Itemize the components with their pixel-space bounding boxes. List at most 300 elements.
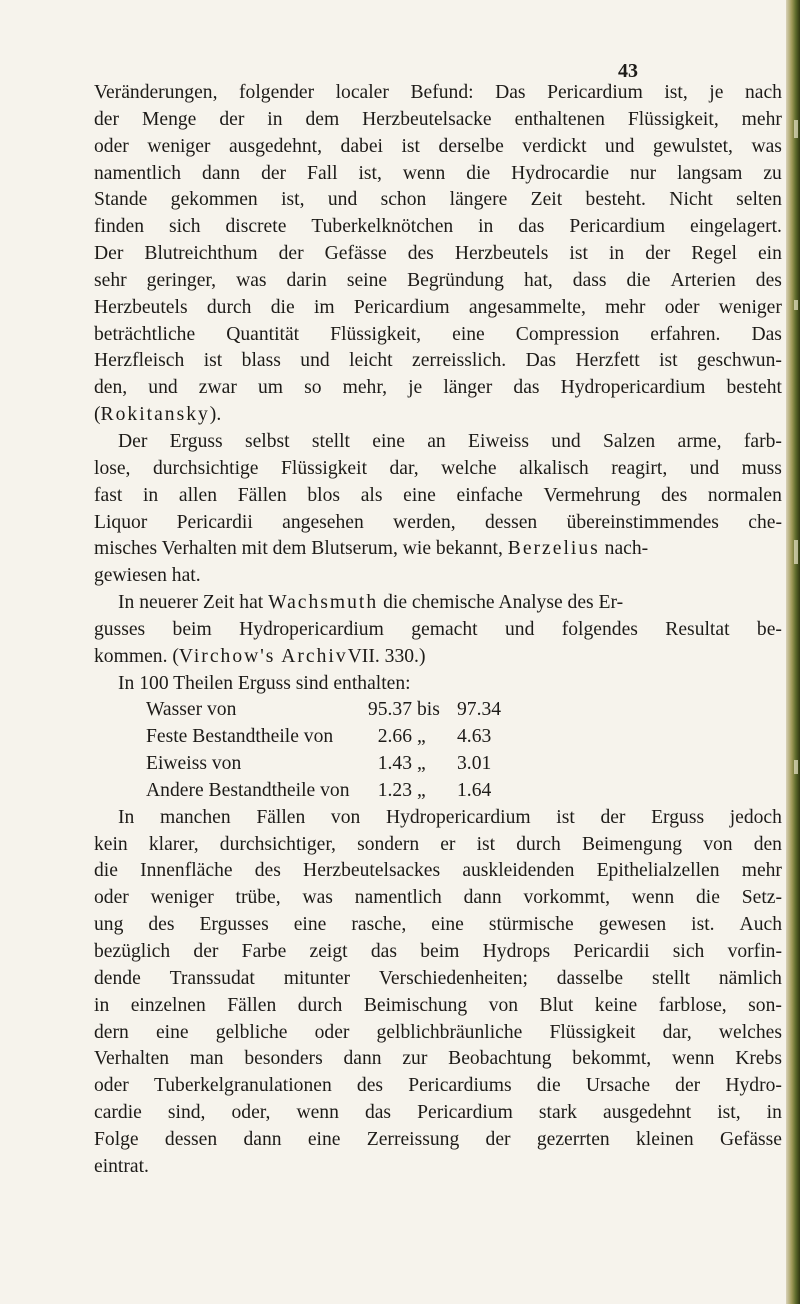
word: dessen — [164, 1128, 218, 1150]
word: dem — [305, 108, 340, 130]
word: Auch — [739, 914, 782, 936]
word: Ursache — [585, 1075, 651, 1097]
word: Verschiedenheiten; — [378, 967, 528, 989]
word: be- — [756, 618, 782, 640]
word: ist, — [281, 189, 305, 211]
text-line — [94, 80, 782, 107]
text-segment: VII. 330.) — [347, 645, 426, 667]
word: sehr — [94, 269, 127, 291]
word: den — [753, 833, 782, 855]
word: Flüssigkeit — [549, 1021, 636, 1043]
word: besteht — [726, 377, 782, 399]
word: Hydropericardium — [560, 377, 706, 399]
word: an — [427, 430, 446, 452]
word: Zerreissung — [366, 1128, 460, 1150]
word: oder — [664, 296, 700, 318]
word: durch — [516, 833, 561, 855]
word: fast — [94, 484, 123, 506]
word: arme, — [677, 430, 722, 452]
text-line: gewiesen hat. — [94, 565, 201, 587]
word: che- — [748, 511, 782, 533]
word: Erguss — [651, 806, 705, 828]
author-name-rokitansky: Rokitansky — [100, 404, 210, 426]
text-segment: misches Verhalten mit dem Blutserum, wie bekannt, — [94, 538, 503, 560]
word: gezerrten — [536, 1128, 610, 1150]
word: als — [360, 484, 383, 506]
word: Blut — [539, 994, 574, 1016]
text-line — [94, 241, 782, 268]
word: folgendes — [561, 618, 638, 640]
open-paren: ( — [94, 404, 101, 426]
word: Fällen — [256, 806, 306, 828]
word: von — [488, 994, 519, 1016]
word: zeigt — [309, 941, 348, 962]
word: mehr — [741, 860, 782, 882]
text-line — [94, 1073, 782, 1100]
word: Der — [118, 430, 148, 452]
word: die — [270, 296, 295, 318]
word: in — [766, 1102, 782, 1124]
word: wenn — [671, 1048, 715, 1070]
word: was — [236, 269, 267, 291]
word: Fall — [307, 162, 338, 184]
word: mehr — [741, 108, 782, 130]
word: durchsichtige — [152, 457, 259, 479]
text-line: eintrat. — [94, 1155, 149, 1177]
value-min: 95.37 — [367, 699, 412, 721]
word: dende — [94, 967, 141, 989]
word: Fällen — [227, 994, 277, 1016]
word: des — [356, 1075, 384, 1097]
word: einzelnen — [130, 994, 206, 1016]
word: Nicht — [669, 189, 713, 211]
word: welche — [441, 457, 497, 479]
range-word: bis — [417, 699, 440, 721]
word: durch — [206, 296, 252, 318]
word: wenn — [402, 162, 446, 184]
word: und — [605, 135, 635, 157]
edge-fleck — [794, 760, 798, 774]
text-line — [94, 402, 782, 429]
word: Vermehrung — [543, 484, 641, 506]
close-paren: ). — [209, 404, 222, 426]
body-text — [94, 80, 782, 1181]
word: oder — [94, 887, 129, 909]
word: Herzfleisch — [94, 350, 185, 372]
page-edge-binding — [786, 0, 800, 1304]
word: des — [407, 243, 434, 265]
word: bekommt, — [572, 1048, 652, 1070]
word: der — [193, 941, 219, 962]
word: weniger — [718, 296, 782, 318]
row-label: Andere Bestandtheile von — [146, 779, 350, 801]
text-line — [94, 134, 782, 161]
word: in — [267, 108, 283, 130]
word: In — [118, 806, 135, 828]
row-label: Eiweiss von — [146, 753, 242, 775]
word: Herzbeutels — [94, 296, 188, 318]
word: Hydropericardium — [239, 618, 384, 640]
word: muss — [741, 457, 782, 479]
word: das — [513, 377, 540, 399]
word: in — [608, 243, 625, 265]
word: durch — [297, 994, 343, 1016]
word: stellt — [311, 430, 350, 452]
word: dann — [343, 1048, 382, 1070]
word: die — [94, 860, 118, 882]
word: angesehen — [282, 511, 364, 533]
text-line — [94, 858, 782, 885]
word: länger — [443, 377, 493, 399]
word: leicht — [349, 350, 393, 372]
word: des — [148, 914, 175, 936]
word: vorfin- — [727, 941, 782, 962]
word: sondern — [357, 833, 420, 855]
word: nur — [630, 162, 657, 184]
value-min: 1.43 — [377, 753, 412, 775]
word: dann — [463, 887, 502, 909]
word: die — [626, 269, 651, 291]
word: dann — [243, 1128, 282, 1150]
text-line — [94, 295, 782, 322]
word: oder — [314, 1021, 350, 1043]
word: Krebs — [735, 1048, 782, 1070]
word: ist, — [358, 162, 382, 184]
word: Arterien — [670, 269, 736, 291]
word: gelblichbräunliche — [376, 1021, 523, 1043]
word: lose, — [94, 457, 131, 479]
text-line — [94, 617, 782, 644]
word: oder, — [231, 1102, 271, 1124]
word: Tuberkelknötchen — [311, 216, 454, 238]
word: schon — [380, 189, 427, 211]
word: er — [440, 833, 456, 855]
table-intro: In 100 Theilen Erguss sind enthalten: — [118, 672, 411, 694]
word: und — [689, 457, 720, 479]
row-label: Feste Bestandtheile von — [146, 726, 334, 748]
word: von — [703, 833, 733, 855]
word: Hydrocardie — [511, 162, 610, 184]
range-word: „ — [417, 779, 426, 801]
word: sind, — [167, 1102, 206, 1124]
word: dass — [572, 269, 607, 291]
paragraph-2 — [94, 429, 782, 590]
word: ist. — [691, 914, 715, 936]
word: längere — [449, 189, 508, 211]
word: der — [645, 243, 671, 265]
text-line — [94, 993, 782, 1020]
word: blass — [241, 350, 281, 372]
text-segment: In neuerer Zeit hat — [118, 592, 264, 614]
word: Herzbeutels — [454, 243, 549, 265]
word: Erguss — [169, 430, 223, 452]
word: angesammelte, — [468, 296, 586, 318]
word: so — [304, 377, 322, 399]
word: ist — [556, 806, 575, 828]
word: gelbliche — [215, 1021, 288, 1043]
word: Pericardium — [417, 1102, 513, 1124]
text-line — [94, 832, 782, 859]
word: Flüssigkeit — [281, 457, 368, 479]
word: langsam — [677, 162, 743, 184]
word: des — [254, 860, 281, 882]
word: Beimengung — [581, 833, 683, 855]
word: Veränderungen, — [94, 82, 218, 103]
citation-virchow: Virchow's Archiv — [178, 645, 348, 667]
word: allen — [178, 484, 217, 506]
author-name-wachsmuth: Wachsmuth — [268, 592, 379, 614]
paragraph-4 — [94, 805, 782, 1181]
word: farb- — [743, 430, 782, 452]
word: darin — [286, 269, 327, 291]
row-label: Wasser von — [146, 699, 237, 721]
range-word: „ — [417, 726, 426, 748]
word: Hydrops — [482, 941, 551, 962]
word: beträchtliche — [94, 323, 196, 345]
text-segment: die chemische Analyse des Er- — [383, 592, 624, 614]
word: in — [478, 216, 494, 238]
word: verdickt — [522, 135, 587, 157]
word: und — [504, 618, 535, 640]
word: Folge — [94, 1128, 139, 1150]
word: Pericardium — [569, 216, 666, 238]
word: zwar — [198, 377, 237, 399]
edge-fleck — [794, 540, 798, 564]
word: selbst — [244, 430, 290, 452]
word: Beimischung — [363, 994, 468, 1016]
word: Resultat — [665, 618, 730, 640]
word: trübe, — [235, 887, 281, 909]
text-line — [94, 590, 782, 617]
word: besonders — [244, 1048, 323, 1070]
word: derselbe — [438, 135, 504, 157]
edge-fleck — [794, 120, 798, 138]
word: ist — [476, 833, 496, 855]
word: reagirt, — [611, 457, 668, 479]
word: eingelagert. — [690, 216, 782, 238]
word: geringer, — [146, 269, 217, 291]
word: und — [551, 430, 581, 452]
word: kein — [94, 833, 128, 855]
word: weniger — [147, 135, 211, 157]
word: eine — [293, 914, 327, 936]
word: Innenfläche — [140, 860, 233, 882]
word: kleinen — [636, 1128, 694, 1150]
word: bezüglich — [94, 941, 171, 962]
word: ist, — [717, 1102, 741, 1124]
word: ein — [757, 243, 782, 265]
text-line — [94, 1100, 782, 1127]
word: welches — [718, 1021, 782, 1043]
text-segment: kommen. ( — [94, 645, 179, 667]
word: nach — [744, 82, 782, 103]
word: dar, — [662, 1021, 692, 1043]
word: Pericardium — [547, 82, 643, 103]
text-segment: nach- — [604, 538, 649, 560]
word: eine — [452, 323, 485, 345]
word: mehr, — [342, 377, 387, 399]
text-line — [94, 322, 782, 349]
word: Befund: — [410, 82, 474, 103]
word: übereinstimmendes — [566, 511, 719, 533]
word: selten — [736, 189, 782, 211]
word: Liquor — [94, 511, 148, 533]
word: zerreisslich. — [412, 350, 507, 372]
text-line — [94, 885, 782, 912]
word: ist, — [664, 82, 688, 103]
word: normalen — [707, 484, 782, 506]
word: das — [364, 1102, 392, 1124]
word: das — [518, 216, 545, 238]
word: gekommen — [170, 189, 258, 211]
text-line — [94, 1046, 782, 1073]
word: der — [94, 108, 120, 130]
word: Regel — [691, 243, 737, 265]
text-line — [94, 510, 782, 537]
word: dasselbe — [556, 967, 624, 989]
text-line — [94, 107, 782, 134]
word: beim — [420, 941, 460, 962]
word: Hydro- — [725, 1075, 782, 1097]
word: Stande — [94, 189, 148, 211]
text-line — [94, 939, 782, 966]
word: sich — [672, 941, 705, 962]
word: die — [696, 887, 720, 909]
word: oder — [94, 135, 129, 157]
word: ist — [401, 135, 420, 157]
word: Eiweiss — [468, 430, 529, 452]
text-line — [94, 375, 782, 402]
word: stürmische — [488, 914, 574, 936]
word: Compression — [515, 323, 620, 345]
word: enthaltenen — [514, 108, 605, 130]
text-line — [94, 805, 782, 832]
word: Salzen — [602, 430, 656, 452]
word: Das — [495, 82, 526, 103]
word: son- — [748, 994, 782, 1016]
word: der — [600, 806, 626, 828]
word: je — [408, 377, 423, 399]
word: Herzfett — [575, 350, 640, 372]
word: Das — [525, 350, 557, 372]
word: klarer, — [148, 833, 199, 855]
word: geschwun- — [697, 350, 782, 372]
word: folgender — [239, 82, 315, 103]
word: einfache — [456, 484, 523, 506]
word: von — [330, 806, 361, 828]
word: mitunter — [283, 967, 351, 989]
text-line — [94, 536, 782, 563]
word: Quantität — [226, 323, 300, 345]
word: wenn — [631, 887, 675, 909]
word: weniger — [150, 887, 214, 909]
word: ung — [94, 914, 124, 936]
word: gewulstet, — [652, 135, 733, 157]
word: ist — [203, 350, 223, 372]
value-max: 1.64 — [457, 779, 492, 801]
edge-fleck — [794, 300, 798, 310]
word: namentlich — [94, 162, 182, 184]
word: gusses — [94, 618, 146, 640]
word: in — [94, 994, 110, 1016]
word: Flüssigkeit, — [627, 108, 719, 130]
word: namentlich — [354, 887, 442, 909]
word: vorkommt, — [523, 887, 610, 909]
word: localer — [335, 82, 389, 103]
word: in — [142, 484, 159, 506]
word: ist — [569, 243, 588, 265]
text-line — [94, 483, 782, 510]
paragraph-3 — [94, 590, 782, 697]
word: Der — [94, 243, 124, 265]
word: ausgedehnt, — [228, 135, 323, 157]
table-row — [94, 778, 782, 805]
word: wenn — [296, 1102, 339, 1124]
word: Pericardii — [573, 941, 650, 962]
word: Ergusses — [199, 914, 269, 936]
word: Das — [751, 323, 782, 345]
word: dann — [202, 162, 241, 184]
word: dern — [94, 1021, 129, 1043]
word: manchen — [159, 806, 231, 828]
word: Hydropericardium — [385, 806, 531, 828]
word: dessen — [484, 511, 538, 533]
word: Zeit — [530, 189, 563, 211]
word: gemacht — [411, 618, 478, 640]
word: eine — [431, 914, 464, 936]
text-line — [94, 429, 782, 456]
text-line — [94, 456, 782, 483]
word: dabei — [340, 135, 383, 157]
text-line — [94, 161, 782, 188]
word: des — [755, 269, 782, 291]
composition-table — [94, 697, 782, 804]
word: die — [536, 1075, 561, 1097]
word: der — [219, 108, 245, 130]
word: alkalisch — [519, 457, 589, 479]
word: dar, — [389, 457, 419, 479]
word: Epithelialzellen — [596, 860, 720, 882]
word: zu — [763, 162, 782, 184]
word: der — [485, 1128, 511, 1150]
text-line — [94, 966, 782, 993]
word: der — [278, 243, 304, 265]
word: farblose, — [658, 994, 727, 1016]
word: Farbe — [241, 941, 287, 962]
word: sich — [168, 216, 201, 238]
word: discrete — [225, 216, 287, 238]
text-line — [94, 644, 782, 671]
word: oder — [94, 1075, 129, 1097]
word: eine — [372, 430, 405, 452]
table-row — [94, 724, 782, 751]
word: was — [302, 887, 333, 909]
author-name-berzelius: Berzelius — [507, 538, 600, 560]
text-line — [94, 1020, 782, 1047]
word: besteht. — [585, 189, 646, 211]
word: cardie — [94, 1102, 142, 1124]
word: den, — [94, 377, 128, 399]
word: und — [148, 377, 178, 399]
word: jedoch — [729, 806, 782, 828]
word: auskleidenden — [462, 860, 575, 882]
word: Gefässe — [324, 243, 387, 265]
word: seine — [346, 269, 388, 291]
table-row — [94, 751, 782, 778]
word: finden — [94, 216, 145, 238]
word: die — [466, 162, 491, 184]
word: Blutreichthum — [144, 243, 258, 265]
